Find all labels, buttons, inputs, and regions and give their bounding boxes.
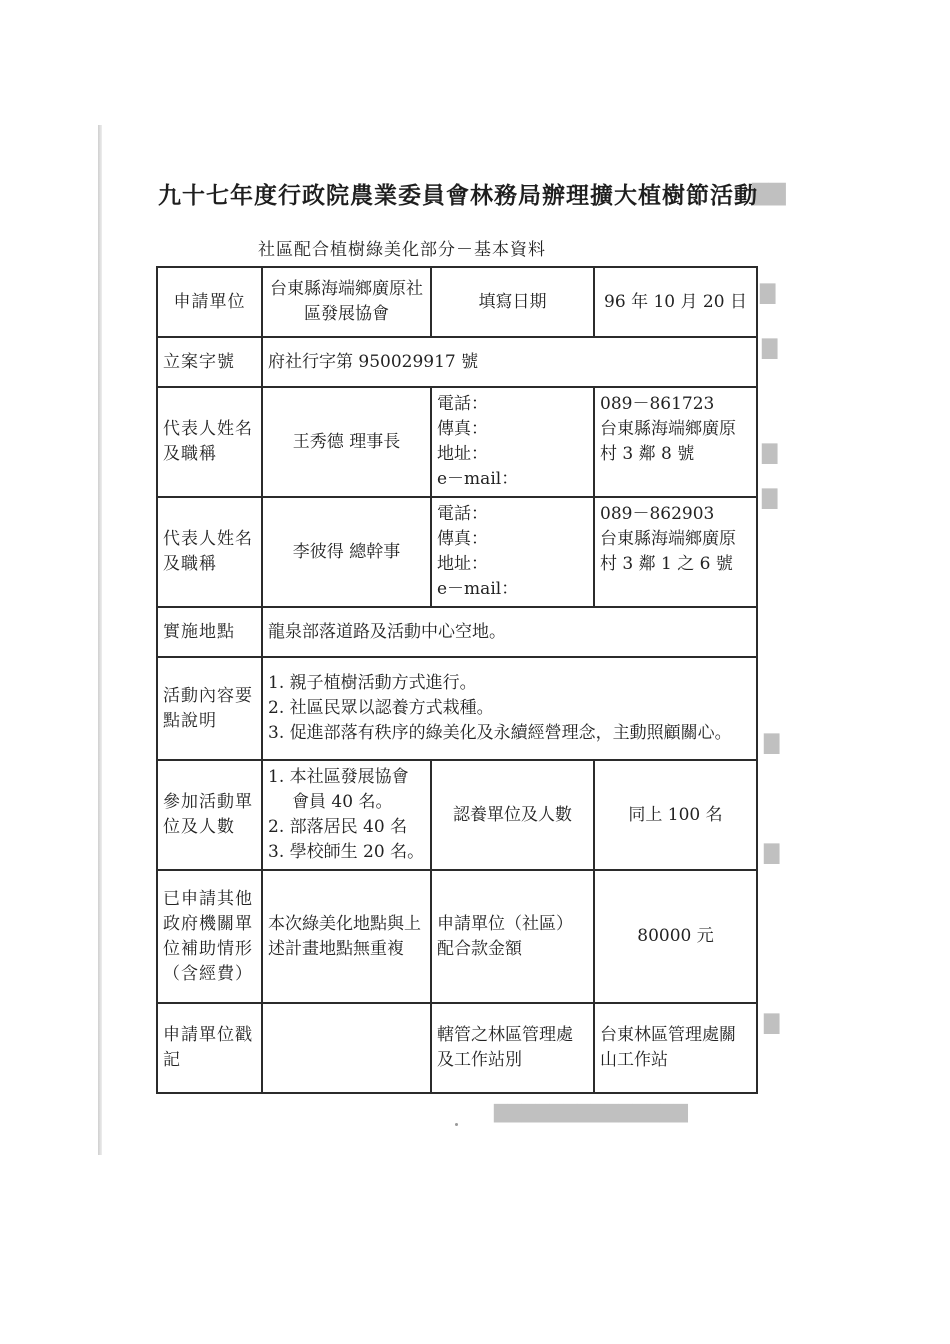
document-title: 九十七年度行政院農業委員會林務局辦理擴大植樹節活動 [158,182,758,209]
rep1-phone: 089－861723 [600,394,715,414]
fund-label: 申請單位（社區）配合款金額 [431,870,594,1003]
subsidy-value: 本次綠美化地點與上述計畫地點無重複 [262,870,431,1003]
rep1-contact-labels [431,387,594,497]
content-label: 活動內容要點說明 [157,657,262,760]
fill-date-value: 96 年 10 月 20 日 [594,267,757,337]
participants-label: 參加活動單位及人數 [157,760,262,870]
list-item: 3. 促進部落有秩序的綠美化及永續經營理念，主動照顧關心。 [268,723,732,743]
bleed-through-artifact: ▇▇▇▇▇▇▇▇▇▇▇▇▇▇ [494,1102,688,1123]
bleed-through-artifact: ▇ [762,485,778,509]
list-item: 2. 部落居民 40 名 [268,817,408,837]
scan-speck [455,1123,458,1126]
subsidy-label: 已申請其他政府機關單位補助情形（含經費） [157,870,262,1003]
contact-label-address: 地址： [437,444,488,464]
stamp-label: 申請單位戳記 [157,1003,262,1093]
contact-label-fax: 傳真： [437,419,488,439]
rep1-label: 代表人姓名及職稱 [157,387,262,497]
contact-label-email: e－mail： [437,579,519,599]
bleed-through-artifact: ▇ [762,335,778,359]
registration-label: 立案字號 [157,337,262,387]
table-row [157,1003,757,1093]
list-item: 3. 學校師生 20 名。 [268,842,425,862]
registration-value: 府社行字第 950029917 號 [262,337,757,387]
list-item: 1. 親子植樹活動方式進行。 [268,673,477,693]
location-label: 實施地點 [157,607,262,657]
contact-label-address: 地址： [437,554,488,574]
participants-list [268,765,425,865]
list-item: 1. 本社區發展協會會員 40 名。 [268,767,409,812]
bleed-through-artifact: ▇▇ [752,181,786,206]
rep1-contact-values [594,387,757,497]
forest-office-value: 台東林區管理處關山工作站 [594,1003,757,1093]
bleed-through-artifact: ▇ [764,1010,780,1034]
participants-list-cell [262,760,431,870]
table-row [157,657,757,760]
rep2-phone: 089－862903 [600,504,715,524]
table-row [157,870,757,1003]
stamp-value [262,1003,431,1093]
contact-label-fax: 傳真： [437,529,488,549]
rep2-label: 代表人姓名及職稱 [157,497,262,607]
forest-office-label: 轄管之林區管理處及工作站別 [431,1003,594,1093]
fill-date-label: 填寫日期 [431,267,594,337]
bleed-through-artifact: ▇ [764,840,780,864]
rep2-contact-labels [431,497,594,607]
applicant-value: 台東縣海端鄉廣原社區發展協會 [262,267,431,337]
applicant-label: 申請單位 [157,267,262,337]
rep2-contact-values [594,497,757,607]
rep1-address: 台東縣海端鄉廣原村 3 鄰 8 號 [600,419,736,464]
rep2-name: 李彼得 總幹事 [262,497,431,607]
table-row [157,760,757,870]
adopt-value: 同上 100 名 [594,760,757,870]
table-row [157,387,757,497]
bleed-through-artifact: ▇ [762,440,778,464]
location-value: 龍泉部落道路及活動中心空地。 [262,607,757,657]
scan-edge [98,125,102,1155]
table-row [157,607,757,657]
application-form-table [156,266,758,1094]
contact-label-phone: 電話： [437,394,488,414]
rep2-address: 台東縣海端鄉廣原村 3 鄰 1 之 6 號 [600,529,736,574]
contact-label-phone: 電話： [437,504,488,524]
table-row [157,497,757,607]
rep1-name: 王秀德 理事長 [262,387,431,497]
content-list [268,671,751,746]
bleed-through-artifact: ▇ [764,730,780,754]
content-list-cell [262,657,757,760]
bleed-through-artifact: ▇ [760,280,776,304]
list-item: 2. 社區民眾以認養方式栽種。 [268,698,494,718]
table-row [157,337,757,387]
fund-value: 80000 元 [594,870,757,1003]
document-subtitle: 社區配合植樹綠美化部分－基本資料 [258,240,546,260]
adopt-label: 認養單位及人數 [431,760,594,870]
contact-label-email: e－mail： [437,469,519,489]
table-row [157,267,757,337]
